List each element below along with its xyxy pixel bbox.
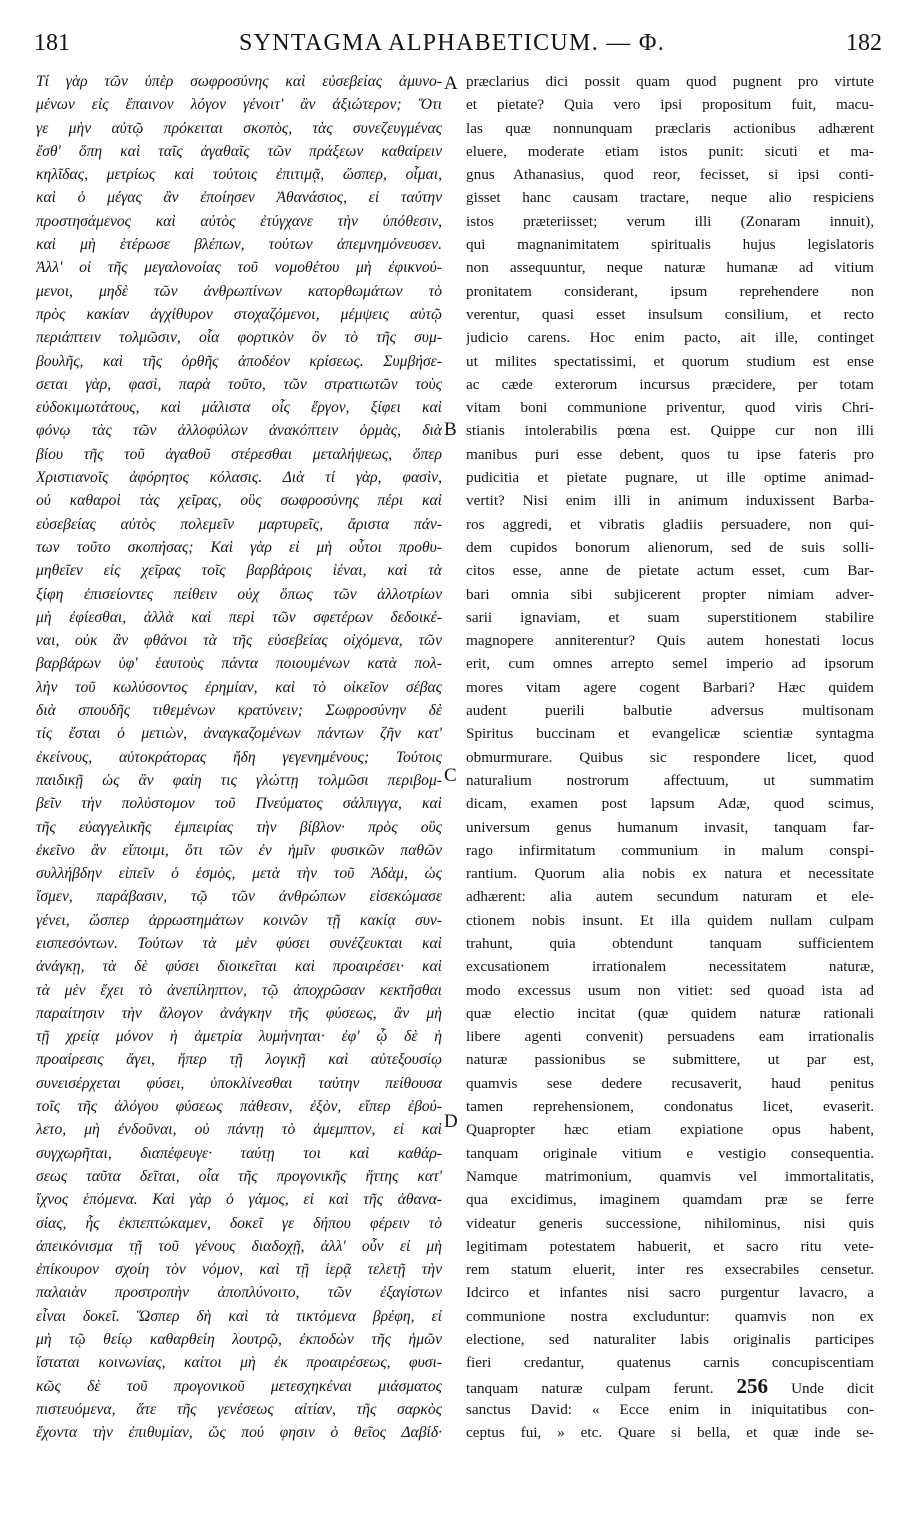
running-title: SYNTAGMA ALPHABETICUM. — Φ. [238, 30, 666, 56]
greek-text-line: ἵσταται κοινωνίας, καίτοι μὴ ἐκ προαιρέσεως, φυσι- [36, 1354, 442, 1372]
latin-text-line: dicam, examen post lapsum Adæ, quod scimus, [466, 795, 874, 813]
greek-text-line: τῆς εὐαγγελικῆς ἐμπειρίας τὴν βίβλον· πρὸς οὓς [36, 818, 442, 836]
latin-text-line: sarii ignaviam, et suam superstitionem stabilire [466, 608, 874, 626]
greek-text-line: συλλήβδην εἰπεῖν ὁ ἑσμὸς, μετὰ τὴν τοῦ Ἀδὰμ, ὡς [36, 865, 442, 883]
latin-text-line: pudicitia et pietate pugnare, ut ille optime animad- [466, 469, 874, 487]
latin-text-line: Spiritus buccinam et evangelicæ scientiæ syntagma [466, 725, 874, 743]
latin-text-line: Idcirco et infantes nisi sacro purgentur lavacro, a [466, 1284, 874, 1302]
greek-text-line: ἀνάγκῃ, τὰ δὲ φύσει διοικεῖται καὶ προαιρέσει· καὶ [36, 958, 442, 976]
greek-text-line: γε μὴν αὐτῷ πρόκειται σκοπὸς, τὰς συνεζευγμένας [36, 119, 442, 137]
greek-text-line: ξίφη ἐπισείοντες πείθειν οὐχ ὅπως τῶν ἀλλοτρίων [36, 585, 442, 603]
latin-text-line: naturalium nostrorum affectuum, ut summatim [466, 771, 874, 789]
latin-text-line: libere agenti convenit) persuadens eam irrationalis [466, 1028, 874, 1046]
greek-text-line: κῶς δὲ τοῦ προγονικοῦ μετεσχηκέναι μιάσματος [36, 1377, 442, 1395]
greek-text-line: οὐ καθαροὶ τὰς χεῖρας, οὓς σωφροσύνης πέρι καὶ [36, 492, 442, 510]
latin-text-line: manibus puri esse debent, quos tu ipse fateris pro [466, 445, 874, 463]
latin-text-line: et pietate? Quia vero ipsi propositum fuit, macu- [466, 96, 874, 114]
greek-text-line: τοῖς τῆς ἀλόγου φύσεως πάθεσιν, ἐξὸν, εἴπερ ἐβού- [36, 1098, 442, 1116]
latin-text-line: vertit? Nisi enim illi in animum induxissent Barba- [466, 492, 874, 510]
greek-text-line: μὴ τῷ θείῳ καθαρθείη λουτρῷ, ἐκποδὼν τῆς ἡμῶν [36, 1331, 442, 1349]
latin-text-fragment: Unde dicit [791, 1379, 874, 1397]
latin-text-line: gisset hanc causam tractare, neque alio respiciens [466, 189, 874, 207]
latin-text-line: præclarius dici possit quam quod pugnent pro virtute [466, 73, 874, 90]
greek-text-line: Ἀλλ' οἱ τῆς μεγαλονοίας τοῦ νομοθέτου μὴ ἐφικνού- [36, 259, 442, 277]
greek-text-line: συνεισέρχεται φύσει, ὑποκλίνεσθαι ταύτην πείθουσα [36, 1074, 442, 1092]
margin-letter-c: C [444, 765, 457, 786]
latin-text-line: mores vitam agere cogent Barbari? Hæc quidem [466, 678, 874, 696]
latin-text-line: rago infirmitatum communium in malum conspi- [466, 841, 874, 859]
greek-text-line: τῇ χρείᾳ μόνον ἡ ἀμετρία λυμήνηται· ἐφ' ᾧ δὲ ἡ [36, 1028, 442, 1046]
greek-text-line: παραίτησιν τὴν ἄλογον ἀνάγκην τῆς φύσεως, ἂν μὴ [36, 1004, 442, 1022]
greek-text-line: σεως ταῦτα δεῖται, οἷα τῆς προγονικῆς ἥττης κατ' [36, 1167, 442, 1185]
greek-text-line: εἶναι δοκεῖ. Ὥσπερ δὴ καὶ τὰ τικτόμενα βρέφη, εἰ [36, 1307, 442, 1325]
latin-text-line: trahunt, quia obtendunt tanquam sufficientem [466, 934, 874, 952]
greek-text-line: σεται γὰρ, φασὶ, παρὰ τοῦτο, τῶν στρατιωτῶν τοὺς [36, 375, 442, 393]
greek-text-line: των τοῦτο σκοπήσας; Καὶ γὰρ εἰ μὴ οὗτοι προθυ- [36, 538, 442, 556]
greek-text-line: Χριστιανοῖς ἀφόρητος κόλασις. Διὰ τί γὰρ, φασὶν, [36, 469, 442, 487]
greek-text-line: Τί γὰρ τῶν ὑπὲρ σωφροσύνης καὶ εὐσεβείας ἀμυνο- [36, 73, 442, 90]
greek-text-line: ἐκεῖνο ἂν εἴποιμι, ὅτι τῶν ἐν ἡμῖν φυσικῶν παθῶν [36, 841, 442, 859]
latin-text-line: videatur generis successione, nihilominus, nisi quis [466, 1214, 874, 1232]
latin-text-line: dem cupidos bonorum alienorum, sed de suis solli- [466, 538, 874, 556]
greek-text-line: παλαιὰν προστροπὴν ἀποπλύνοιτο, τῶν ἐξαγίστων [36, 1284, 442, 1302]
greek-text-line: μενοι, μηδὲ τῶν ἀνθρωπίνων κατορθωμάτων τὸ [36, 282, 442, 300]
latin-text-line: universum genus humanum invasit, tanquam far- [466, 818, 874, 836]
latin-text-line: rem statum eluerit, inter res exsecrabiles censetur. [466, 1261, 874, 1279]
latin-text-line: Namque matrimonium, quamvis vel immortalitatis, [466, 1167, 874, 1185]
latin-text-line: legitimam potestatem habuerit, et sacro ritu vete- [466, 1237, 874, 1255]
latin-text-line: stianis intolerabilis pœna est. Quippe cur non illi [466, 422, 874, 440]
greek-text-line: βίου τῆς τοῦ ἀγαθοῦ στέρεσθαι μεταλήψεως, ὅπερ [36, 445, 442, 463]
greek-text-line: ἐκείνους, αὐτοκράτορας ἤδη γεγενημένους; Τούτοις [36, 748, 442, 766]
latin-text-line: quæ electio incitat (quæ quidem naturæ rationali [466, 1004, 874, 1022]
margin-letter-b: B [444, 419, 457, 440]
latin-text-line [466, 1375, 874, 1398]
latin-text-line: las quæ nonnunquam præclaris actionibus adhærent [466, 119, 874, 137]
greek-text-line: σίας, ἧς ἐκπεπτώκαμεν, δοκεῖ γε δήπου φέρειν τὸ [36, 1214, 442, 1232]
greek-text-column [36, 70, 442, 1445]
latin-text-line: erit, cum omnes arrepto semel imperio ad ipsorum [466, 655, 874, 673]
greek-text-line: ἐπίκουρον σχοίη τὸν νόμον, καὶ τῇ ἱερᾷ τελετῇ τὴν [36, 1261, 442, 1279]
latin-text-line: communione nostra excluduntur: quamvis non ex [466, 1307, 874, 1325]
latin-text-line: pronitatem considerant, ipsum reprehendere non [466, 282, 874, 300]
latin-text-line: gnus Athanasius, quod reor, fecisset, si ipsi conti- [466, 166, 874, 184]
greek-text-line: προαίρεσις ἄγει, ἥπερ τῇ λογικῇ καὶ αὐτεξουσίῳ [36, 1051, 442, 1069]
greek-text-line: τίς ἔσται ὁ μετιὼν, ἀναγκαζομένων πάντων ζῆν κατ' [36, 725, 442, 743]
greek-text-line: καὶ ὁ μέγας ἂν ἐποίησεν Ἀθανάσιος, εἰ ταύτην [36, 189, 442, 207]
latin-text-line: istos præteriisset; verum illi (Zonaram innuit), [466, 212, 874, 230]
greek-text-line: εὐσεβείας αὐτὸς πολεμεῖν μαρτυρεῖς, ἄριστα πάν- [36, 515, 442, 533]
latin-text-line: ctionem nobis insunt. Et illa quidem nullam culpam [466, 911, 874, 929]
latin-text-line: magnopere anniterentur? Quis autem honestati locus [466, 632, 874, 650]
latin-text-line: verentur, quasi esset insulsum consilium, et recto [466, 305, 874, 323]
greek-text-line: φόνῳ τὰς τῶν ἀλλοφύλων ἀνακόπτειν ὁρμὰς, διὰ [36, 422, 442, 440]
latin-text-line: tamen reprehensionem, condonatus licet, evaserit. [466, 1098, 874, 1116]
latin-text-line: non assequuntur, neque naturæ humanæ ad vitium [466, 259, 874, 277]
latin-text-line: ros aggredi, et vibratis gladiis persuadere, non qui- [466, 515, 874, 533]
latin-text-line: modo excessus usum non vitiet: sed quoad ista ad [466, 981, 874, 999]
latin-text-line: citos esse, anne de pietate actum esset, cum Bar- [466, 562, 874, 580]
latin-text-line: eluere, moderate etiam istos punit: sicuti et ma- [466, 142, 874, 160]
greek-text-line: ναι, οὐκ ἂν φθάνοι τὰ τῆς εὐσεβείας οἰχόμενα, τῶν [36, 632, 442, 650]
greek-text-line: εισπεσόντων. Τούτων τὰ μὲν φύσει συνέζευκται καὶ [36, 934, 442, 952]
latin-text-line: bari omnia sibi subjicerent propter nimiam adver- [466, 585, 874, 603]
latin-text-column [466, 70, 874, 1445]
latin-text-line: qua excidimus, imaginem quamdam præ se ferre [466, 1191, 874, 1209]
greek-text-line: μὴ ἐφίεσθαι, ἀλλὰ καὶ περὶ τῶν σφετέρων δεδοικέ- [36, 608, 442, 626]
greek-text-line: γένει, ὥσπερ ἀρρωστημάτων κοινῶν τῇ κακίᾳ συν- [36, 911, 442, 929]
latin-text-line: Quapropter hæc etiam expiatione opus habent, [466, 1121, 874, 1139]
greek-text-line: λετο, μὴ ἐνδοῦναι, οὐ πάντῃ τὸ ἀμεμπτον, εἰ καὶ [36, 1121, 442, 1139]
greek-text-line: ἀπεικόνισμα τῇ τοῦ γένους διαδοχῇ, ἀλλ' οὖν εἰ μὴ [36, 1237, 442, 1255]
greek-text-line: ἔχοντα τὴν ἐπιθυμίαν, ὥς πού φησιν ὁ θεῖος Δαβίδ· [36, 1424, 442, 1442]
greek-text-line: τὰ μὲν ἔχει τὸ ἀνεπίληπτον, τῷ ἀποχρῶσαν κεκτῆσθαι [36, 981, 442, 999]
greek-text-line: καὶ μὴ ἑτέρωσε βλέπων, τούτων ἀπεμνημόνευσεν. [36, 236, 442, 254]
page-number-left: 181 [34, 30, 70, 56]
greek-text-line: βαρβάρων ὑφ' ἑαυτοὺς πάντα ποιουμένων κατὰ πολ- [36, 655, 442, 673]
latin-text-line: audent puerili balbutie adversus multisonam [466, 702, 874, 720]
latin-text-line: ac cæde exterorum incursus præcidere, per totam [466, 375, 874, 393]
greek-text-line: ἴσμεν, παράβασιν, τῷ τῶν ἀνθρώπων εἰσεκώμασε [36, 888, 442, 906]
latin-text-line: excusationem irrationalem necessitatem naturæ, [466, 958, 874, 976]
latin-text-line: ut milites spectatissimi, et quorum studium est ense [466, 352, 874, 370]
column-number: 256 [736, 1374, 769, 1398]
latin-text-line: judicio carens. Hoc enim pacto, ait ille, continget [466, 329, 874, 347]
greek-text-line: ἴχνος ἑπόμενα. Καὶ γὰρ ὁ γάμος, εἰ καὶ τῆς ἀθανα- [36, 1191, 442, 1209]
greek-text-line: πιστευόμενα, ἅτε τῆς γενέσεως αἰτίαν, τῆς σαρκὸς [36, 1400, 442, 1418]
greek-text-line: μένων εἰς ἔπαινον λόγον γένοιτ' ἂν ἀξιώτερον; Ὅτι [36, 96, 442, 114]
greek-text-line: βουλῆς, καὶ τῆς ὀρθῆς ἀποδέον κρίσεως. Συμβήσε- [36, 352, 442, 370]
greek-text-line: βεῖν τὴν πολύστομον τοῦ Πνεύματος σάλπιγγα, καὶ [36, 795, 442, 813]
latin-text-line: tanquam originale vitium e vestigio consequentia. [466, 1144, 874, 1162]
latin-text-line: obmurmurare. Quibus sic respondere licet, quod [466, 748, 874, 766]
page-number-right: 182 [846, 30, 882, 56]
greek-text-line: μηθεῖεν εἰς χεῖρας τοῖς βαρβάροις ἰέναι, καὶ τὰ [36, 562, 442, 580]
latin-text-line: naturæ passionibus se submittere, ut par est, [466, 1051, 874, 1069]
running-header [0, 30, 904, 60]
latin-text-fragment: tanquam naturæ culpam ferunt. [466, 1379, 714, 1397]
greek-text-line: συγχωρῆται, διαπέφευγε· ταύτῃ τοι καὶ καθάρ- [36, 1144, 442, 1162]
greek-text-line: λὴν τοῦ κωλύσοντος ἐρημίαν, καὶ τὸ οἰκεῖον σέβας [36, 678, 442, 696]
latin-text-line: rantium. Quorum alia nobis ex natura et necessitate [466, 865, 874, 883]
greek-text-line: διὰ σπουδῆς τιθεμένων κρατύνειν; Σωφροσύνην δὲ [36, 702, 442, 720]
latin-text-line: fieri credantur, quatenus carnis concupiscentiam [466, 1354, 874, 1372]
latin-text-line: ceptus fui, » etc. Quare si bella, et quæ inde se- [466, 1424, 874, 1442]
latin-text-line: electione, sed naturaliter labis originalis participes [466, 1331, 874, 1349]
margin-letter-a: A [444, 73, 458, 94]
greek-text-line: πρὸς κακίαν ἀγχίθυρον στοχαζόμενοι, μέμψεις αὐτῷ [36, 305, 442, 323]
latin-text-line: qui magnanimitatem spiritualis hujus legislatoris [466, 236, 874, 254]
latin-text-line: quamvis sese dedere recusaverit, haud penitus [466, 1074, 874, 1092]
greek-text-line: παιδικῇ ὡς ἂν φαίη τις γλώττῃ τολμῶσι περιβομ- [36, 771, 442, 789]
greek-text-line: ἔσθ' ὅπη καὶ ταῖς ἀγαθαῖς τῶν πράξεων καθαίρειν [36, 142, 442, 160]
latin-text-line: sanctus David: « Ecce enim in iniquitatibus con- [466, 1400, 874, 1418]
greek-text-line: κηλῖδας, μετρίως καὶ τούτοις ἐπιτιμᾷ, ὥσπερ, οἶμαι, [36, 166, 442, 184]
greek-text-line: περιάπτειν τολμῶσιν, οἷα φορτικὸν ὂν τὸ τῆς συμ- [36, 329, 442, 347]
margin-letter-d: D [444, 1111, 458, 1132]
latin-text-line: adhærent: alia autem secundum naturam et ele- [466, 888, 874, 906]
latin-text-line: vitam boni communione priventur, quod viris Chri- [466, 399, 874, 417]
greek-text-line: εὐδοκιμωτάτους, καὶ μάλιστα οἷς ἔργον, ξίφει καὶ [36, 399, 442, 417]
greek-text-line: προστησάμενος καὶ αὐτὸς ἐτύγχανε τὴν ὑπόθεσιν, [36, 212, 442, 230]
